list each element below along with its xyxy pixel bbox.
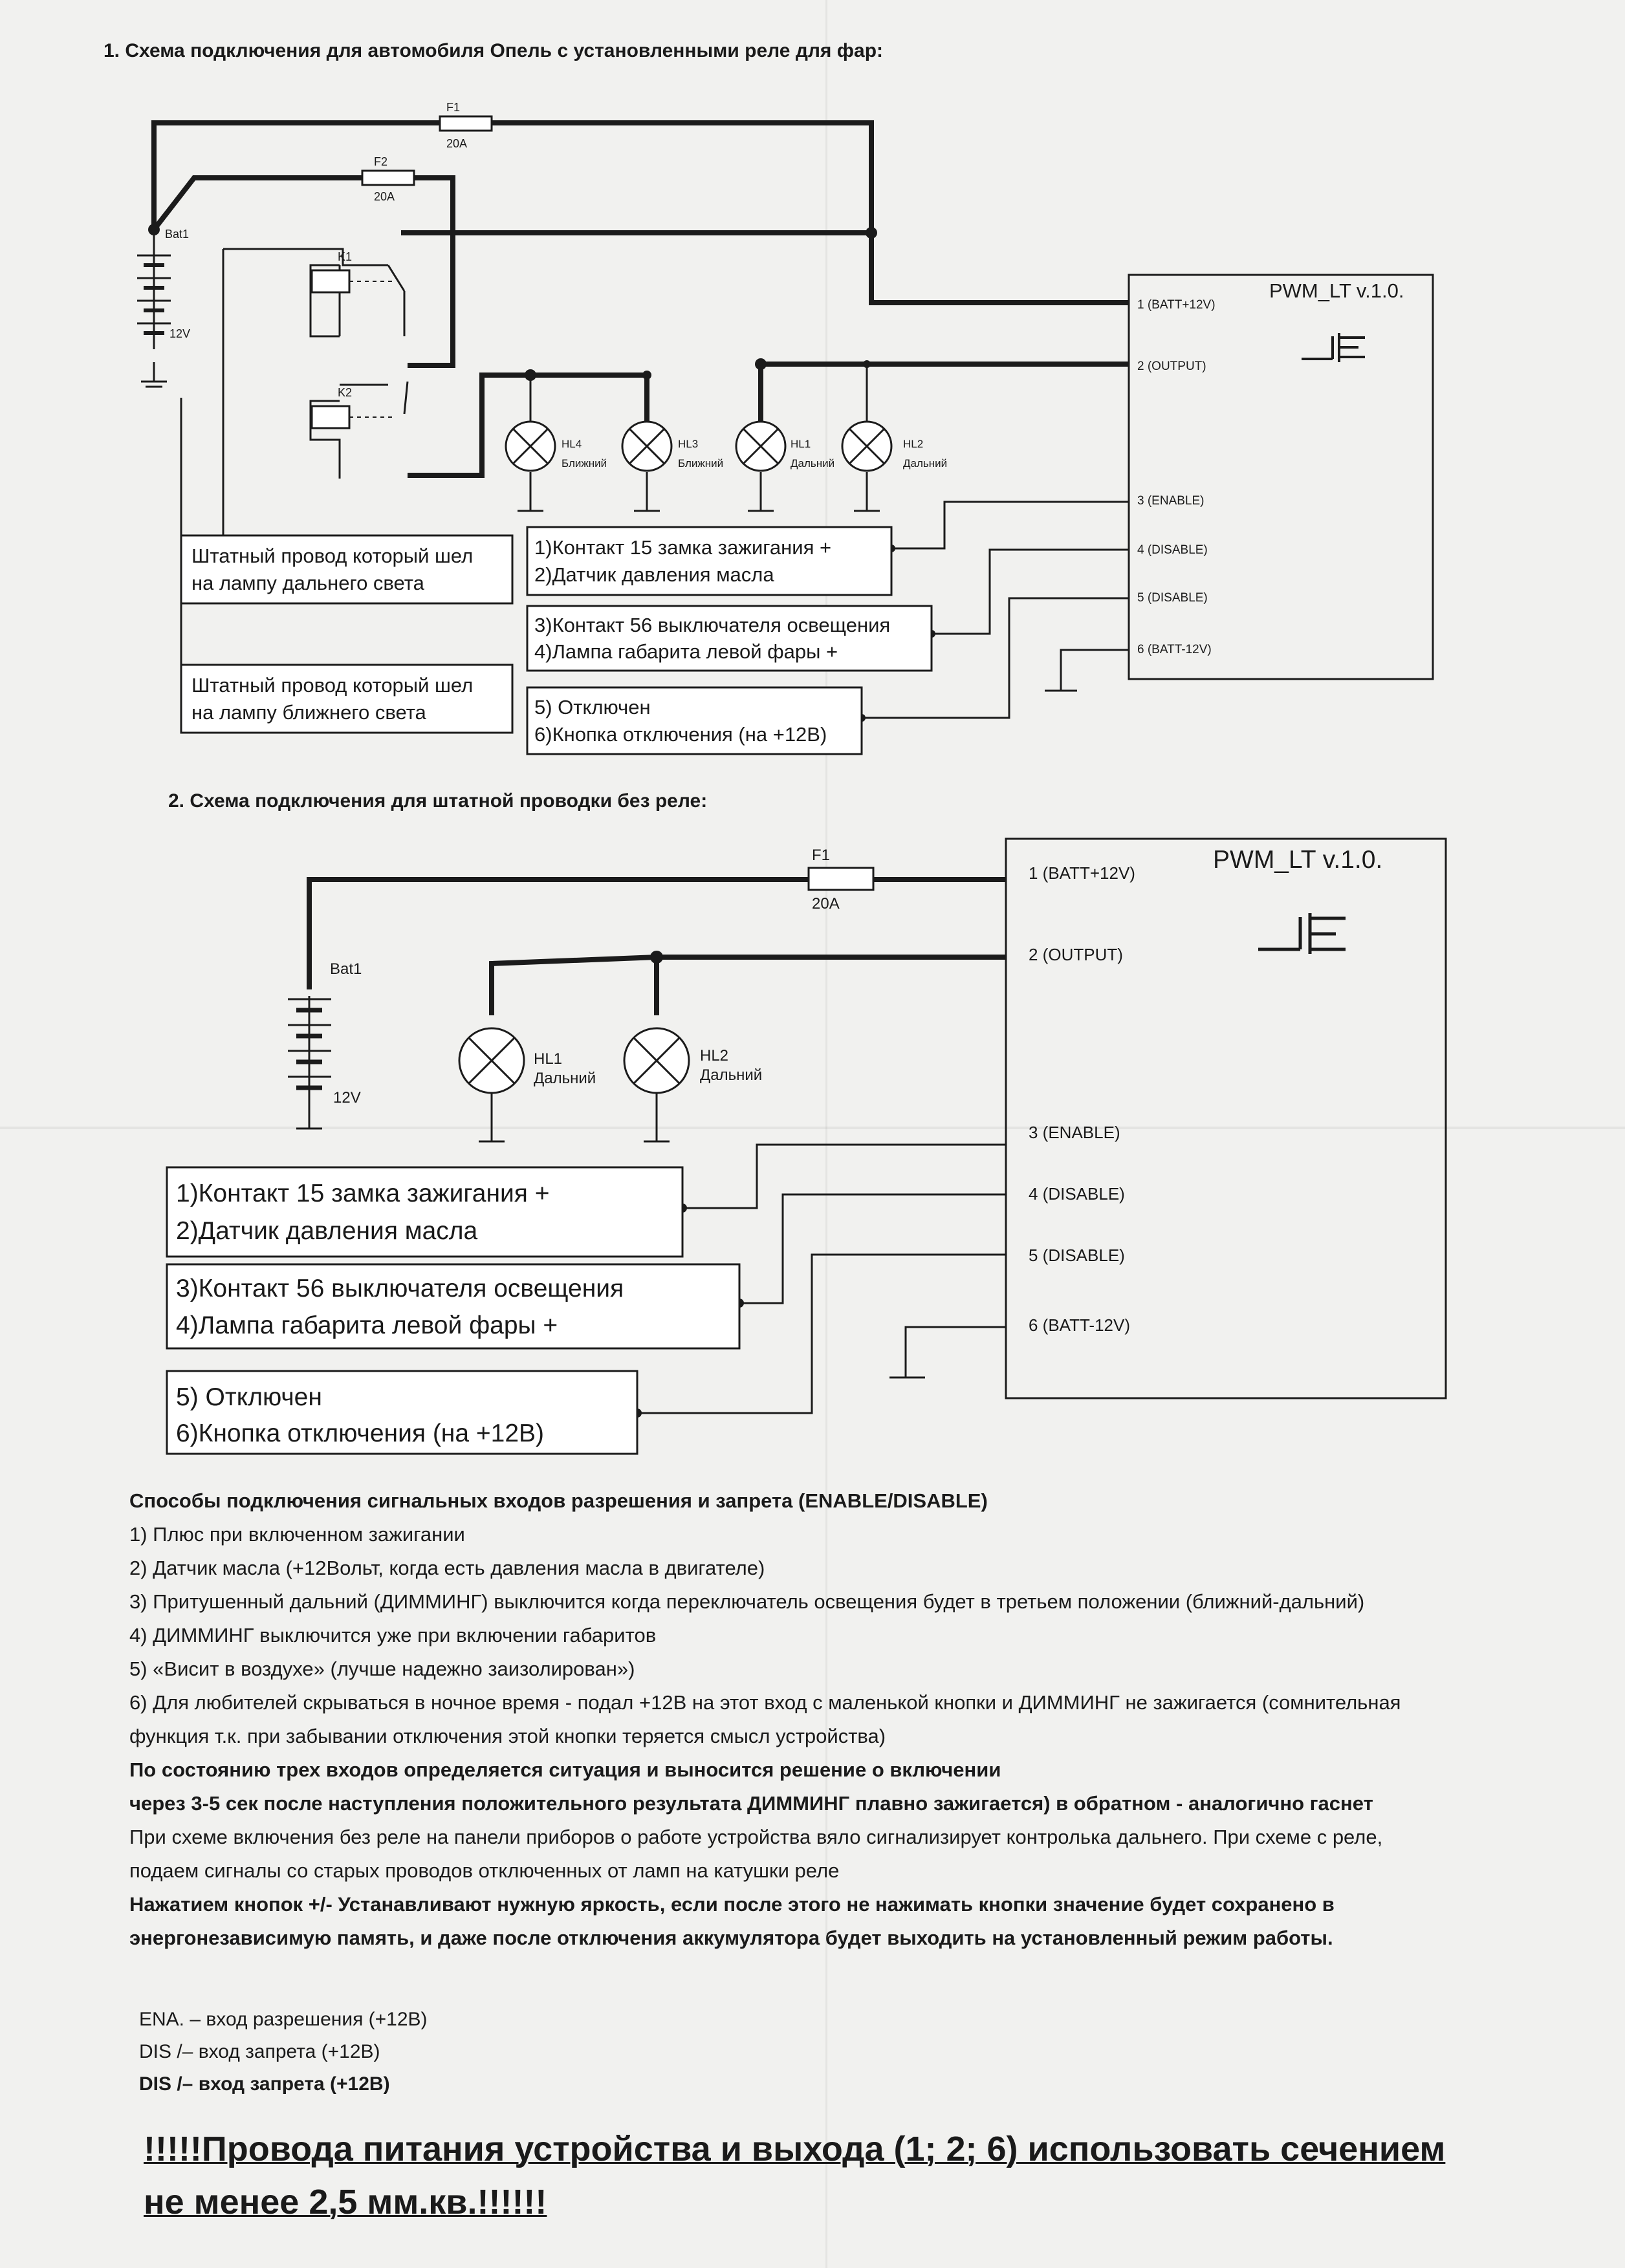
device2-pin6: 6 (BATT-12V) — [1029, 1315, 1131, 1335]
fuse-f2-name: F2 — [374, 155, 388, 168]
fuse-f1-rating: 20A — [446, 137, 468, 150]
battery-bat1 — [137, 228, 190, 340]
section2-heading: 2. Схема подключения для штатной проводки без реле: — [168, 790, 708, 812]
box2-3-off-button — [167, 1371, 637, 1454]
lamp-hl3-type: Ближний — [678, 457, 724, 470]
box2-2-line2: 4)Лампа габарита левой фары + — [176, 1312, 558, 1339]
def-dis-2: DIS /– вход запрета (+12В) — [139, 2073, 390, 2095]
device2-pin3: 3 (ENABLE) — [1029, 1123, 1120, 1142]
box2-3-line1: 5) Отключен — [176, 1383, 322, 1411]
fuse2-rating: 20A — [812, 895, 840, 913]
lamp-hl2 — [842, 422, 947, 471]
def-dis-1: DIS /– вход запрета (+12В) — [139, 2041, 380, 2062]
notes-item-2: 2) Датчик масла (+12Вольт, когда есть давления масла в двигателе) — [129, 1557, 765, 1579]
notes-item-4: 4) ДИММИНГ выключится уже при включении габаритов — [129, 1624, 657, 1647]
notes-bold-2: через 3-5 сек после наступления положительного результата ДИММИНГ плавно зажигается) в обратном - аналогично гаснет — [129, 1792, 1373, 1815]
notes-para-1: При схеме включения без реле на панели приборов о работе устройства вяло сигнализирует контролька дальнего. При схеме с реле, — [129, 1826, 1383, 1848]
device1-pin6: 6 (BATT-12V) — [1137, 643, 1212, 656]
lamp-hl2-name: HL2 — [903, 438, 924, 450]
notes-item-6-cont: функция т.к. при забывании отключения этой кнопки теряется смысл устройства) — [129, 1725, 886, 1747]
lamp-hl1-type: Дальний — [791, 457, 835, 470]
notes-item-6: 6) Для любителей скрываться в ночное время - подал +12В на этот вход с маленькой кнопки и ДИММИНГ не зажигается (сомнительная — [129, 1691, 1401, 1714]
box3-line2: 2)Датчик давления масла — [534, 563, 774, 586]
device1-pin1: 1 (BATT+12V) — [1137, 298, 1216, 312]
pwm-device-2 — [1006, 839, 1446, 1398]
lamp2-hl1 — [459, 1028, 596, 1093]
box2-2-line1: 3)Контакт 56 выключателя освещения — [176, 1275, 624, 1302]
lamp2-hl2-type: Дальний — [700, 1066, 763, 1084]
fuse-f1 — [440, 101, 492, 150]
box4-line2: 4)Лампа габарита левой фары + — [534, 640, 838, 663]
notes-bold-4: энергонезависимую память, и даже после отключения аккумулятора будет выходить на установленный режим работы. — [129, 1927, 1333, 1949]
fuse2-f1 — [809, 847, 873, 913]
box5-line2: 6)Кнопка отключения (на +12В) — [534, 723, 827, 746]
def-ena: ENA. – вход разрешения (+12В) — [139, 2009, 428, 2030]
battery2-name: Bat1 — [330, 960, 362, 978]
lamp-hl4-name: HL4 — [562, 438, 582, 450]
device2-pin2: 2 (OUTPUT) — [1029, 945, 1123, 964]
pwm-device-1 — [1129, 275, 1433, 679]
wiring-diagram-1 — [0, 0, 1625, 776]
notes-bold-1: По состоянию трех входов определяется ситуация и выносится решение о включении — [129, 1758, 1001, 1781]
box2-line2: на лампу ближнего света — [191, 701, 426, 724]
relay-k1 — [312, 250, 395, 292]
box2-3-line2: 6)Кнопка отключения (на +12В) — [176, 1420, 545, 1447]
device2-pin1: 1 (BATT+12V) — [1029, 863, 1135, 883]
notes-title: Способы подключения сигнальных входов разрешения и запрета (ENABLE/DISABLE) — [129, 1489, 988, 1512]
section1-heading: 1. Схема подключения для автомобиля Опель с установленными реле для фар: — [104, 40, 884, 61]
box4-lighting — [527, 606, 932, 671]
warning-line-2: не менее 2,5 мм.кв.!!!!!! — [144, 2183, 547, 2221]
lamp-hl4-type: Ближний — [562, 457, 607, 470]
battery-name: Bat1 — [165, 228, 190, 241]
fuse-f2 — [362, 155, 414, 203]
notes-block — [129, 1484, 1553, 1955]
box5-off-button — [527, 687, 862, 754]
device1-pin3: 3 (ENABLE) — [1137, 494, 1205, 508]
box2-1-ignition — [167, 1167, 682, 1257]
relay-k2 — [312, 386, 395, 428]
warning-line-1: !!!!!Провода питания устройства и выхода (1; 2; 6) использовать сечением — [144, 2130, 1446, 2168]
box1-line2: на лампу дальнего света — [191, 572, 424, 594]
box2-low-beam-wire — [181, 665, 512, 733]
notes-item-3: 3) Притушенный дальний (ДИММИНГ) выключится когда переключатель освещения будет в третьем положении (ближний-дальний) — [129, 1590, 1365, 1613]
box2-2-lighting — [167, 1264, 739, 1348]
fuse-f2-rating: 20A — [374, 190, 395, 203]
device2-pin5: 5 (DISABLE) — [1029, 1246, 1125, 1265]
lamp2-hl1-type: Дальний — [534, 1070, 596, 1087]
battery-voltage: 12V — [169, 327, 191, 340]
lamp-hl2-type: Дальний — [903, 457, 948, 470]
box2-line1: Штатный провод который шел — [191, 674, 474, 697]
notes-item-5: 5) «Висит в воздухе» (лучше надежно заизолирован») — [129, 1658, 635, 1680]
box3-ignition — [527, 527, 891, 595]
lamp-hl1-name: HL1 — [791, 438, 811, 450]
box3-line1: 1)Контакт 15 замка зажигания + — [534, 536, 832, 559]
box5-line1: 5) Отключен — [534, 696, 651, 718]
device1-pin2: 2 (OUTPUT) — [1137, 360, 1206, 373]
lamp-hl4 — [506, 422, 607, 471]
notes-para-2: подаем сигналы со старых проводов отключенных от ламп на катушки реле — [129, 1859, 840, 1882]
mosfet-icon-2 — [1258, 913, 1346, 954]
battery2-bat1 — [288, 960, 362, 1107]
box1-line1: Штатный провод который шел — [191, 545, 474, 567]
wiring-diagram-2 — [0, 808, 1625, 1468]
device2-title: PWM_LT v.1.0. — [1213, 846, 1383, 874]
warning-block — [144, 2122, 1445, 2229]
power-wires-2 — [309, 880, 1006, 1015]
lamp2-hl2-name: HL2 — [700, 1047, 729, 1064]
device1-title: PWM_LT v.1.0. — [1269, 279, 1404, 302]
device1-pin4: 4 (DISABLE) — [1137, 543, 1208, 557]
box1-high-beam-wire — [181, 535, 512, 603]
notes-bold-3: Нажатием кнопок +/- Устанавливают нужную яркость, если после этого не нажимать кнопки значение будет сохранено в — [129, 1893, 1335, 1916]
lamp2-hl2 — [624, 1028, 762, 1093]
fuse2-name: F1 — [812, 847, 831, 864]
mosfet-icon — [1302, 333, 1365, 362]
device1-pin5: 5 (DISABLE) — [1137, 591, 1208, 605]
relay-k2-label: K2 — [338, 386, 353, 399]
lamp-hl3 — [622, 422, 723, 471]
lamp2-hl1-name: HL1 — [534, 1050, 563, 1068]
definitions-block — [139, 2003, 428, 2101]
box2-1-line1: 1)Контакт 15 замка зажигания + — [176, 1180, 550, 1207]
lamp-hl1 — [736, 422, 834, 471]
fuse-f1-name: F1 — [446, 101, 461, 114]
lamp-hl3-name: HL3 — [678, 438, 699, 450]
box4-line1: 3)Контакт 56 выключателя освещения — [534, 614, 891, 636]
device2-pin4: 4 (DISABLE) — [1029, 1184, 1125, 1204]
relay-k1-label: K1 — [338, 250, 353, 263]
battery2-voltage: 12V — [333, 1089, 361, 1107]
notes-item-1: 1) Плюс при включенном зажигании — [129, 1523, 465, 1546]
box2-1-line2: 2)Датчик давления масла — [176, 1217, 478, 1245]
